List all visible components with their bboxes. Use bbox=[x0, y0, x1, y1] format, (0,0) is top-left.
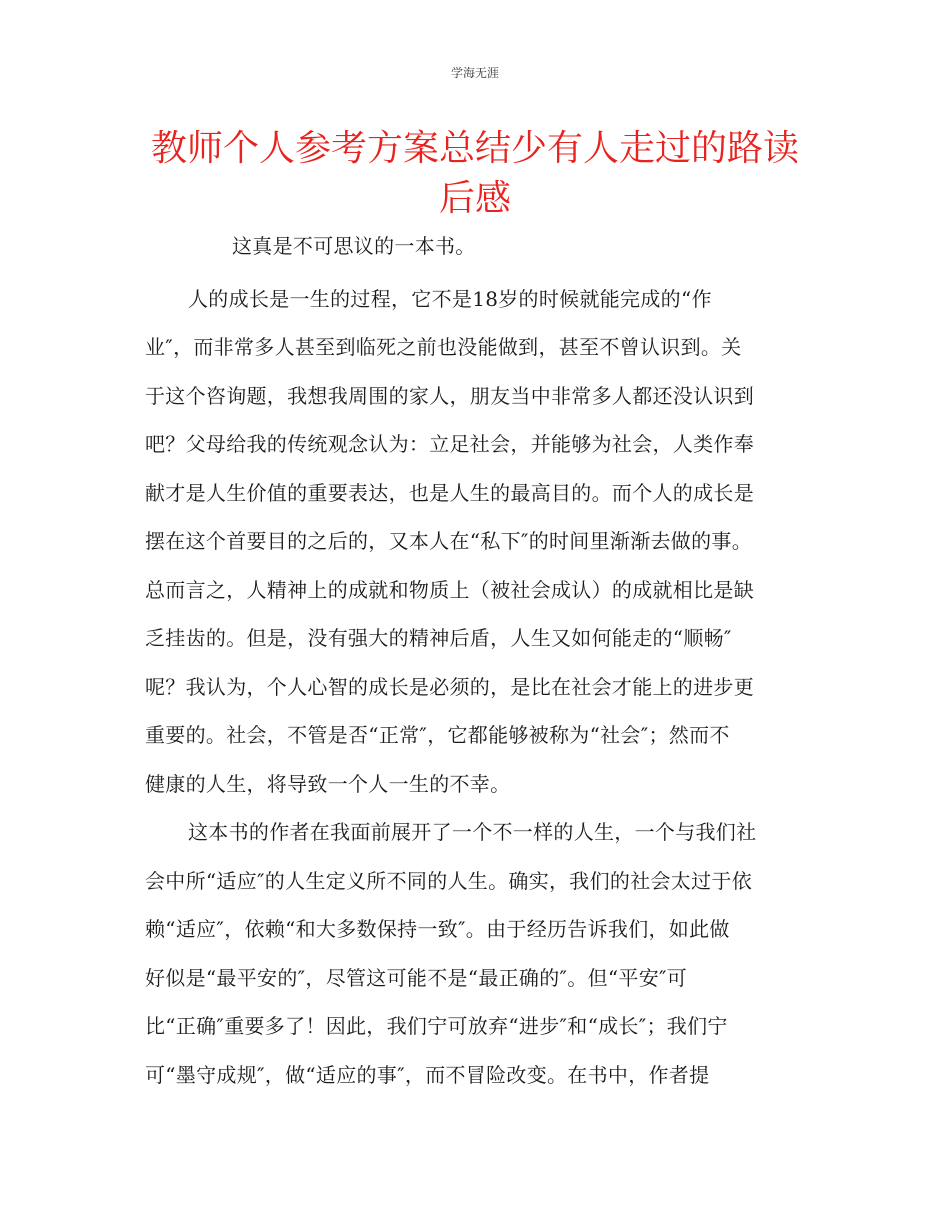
paragraph-3-line: 会中所“适应″的人生定义所不同的人生。确实，我们的社会太过于依 bbox=[145, 868, 752, 893]
paragraph-3-line: 好似是“最平安的″，尽管这可能不是“最正确的″。但“平安″可 bbox=[145, 965, 688, 990]
document-body bbox=[145, 222, 805, 1099]
paragraph-2-line: 呢？我认为，个人心智的成长是必须的，是比在社会才能上的进步更 bbox=[145, 674, 754, 699]
document-title bbox=[140, 124, 810, 224]
paragraph-2-line: 人的成长是一生的过程，它不是18岁的时候就能完成的“作 bbox=[188, 286, 712, 311]
paragraph-2-line: 重要的。社会，不管是否“正常″，它都能够被称为“社会″；然而不 bbox=[145, 723, 730, 747]
title-line-2: 后感 bbox=[438, 178, 511, 219]
paragraph-2-line: 摆在这个首要目的之后的，又本人在“私下″的时间里渐渐去做的事。 bbox=[145, 529, 752, 553]
paragraph-2-line: 吧？父母给我的传统观念认为：立足社会，并能够为社会，人类作奉 bbox=[145, 432, 754, 456]
paragraph-3-line: 比“正确″重要多了！因此，我们宁可放弃“进步″和“成长″；我们宁 bbox=[145, 1014, 728, 1038]
running-header: 学海无涯 bbox=[450, 66, 499, 80]
paragraph-3-line: 赖“适应″，依赖“和大多数保持一致″。由于经历告诉我们，如此做 bbox=[145, 917, 730, 941]
paragraph-2-line: 健康的人生，将导致一个人一生的不幸。 bbox=[145, 771, 511, 796]
paragraph-3-line: 可“墨守成规″，做“适应的事″，而不冒险改变。在书中，作者提 bbox=[145, 1062, 710, 1087]
paragraph-2-line: 乏挂齿的。但是，没有强大的精神后盾，人生又如何能走的“顺畅″ bbox=[145, 626, 732, 650]
paragraph-2-line: 献才是人生价值的重要表达，也是人生的最高目的。而个人的成长是 bbox=[145, 480, 754, 505]
paragraph-3-line: 这本书的作者在我面前展开了一个不一样的人生，一个与我们社 bbox=[188, 820, 757, 844]
title-line-1: 教师个人参考方案总结少有人走过的路读 bbox=[150, 128, 799, 169]
paragraph-2-line: 业″，而非常多人甚至到临死之前也没能做到，甚至不曾认识到。关 bbox=[145, 335, 742, 359]
paragraph-2-line: 于这个咨询题，我想我周围的家人，朋友当中非常多人都还没认识到 bbox=[145, 383, 754, 408]
paragraph-2-line: 总而言之，人精神上的成就和物质上（被社会成认）的成就相比是缺 bbox=[145, 577, 754, 602]
paragraph-1-line: 这真是不可思议的一本书。 bbox=[232, 234, 476, 258]
